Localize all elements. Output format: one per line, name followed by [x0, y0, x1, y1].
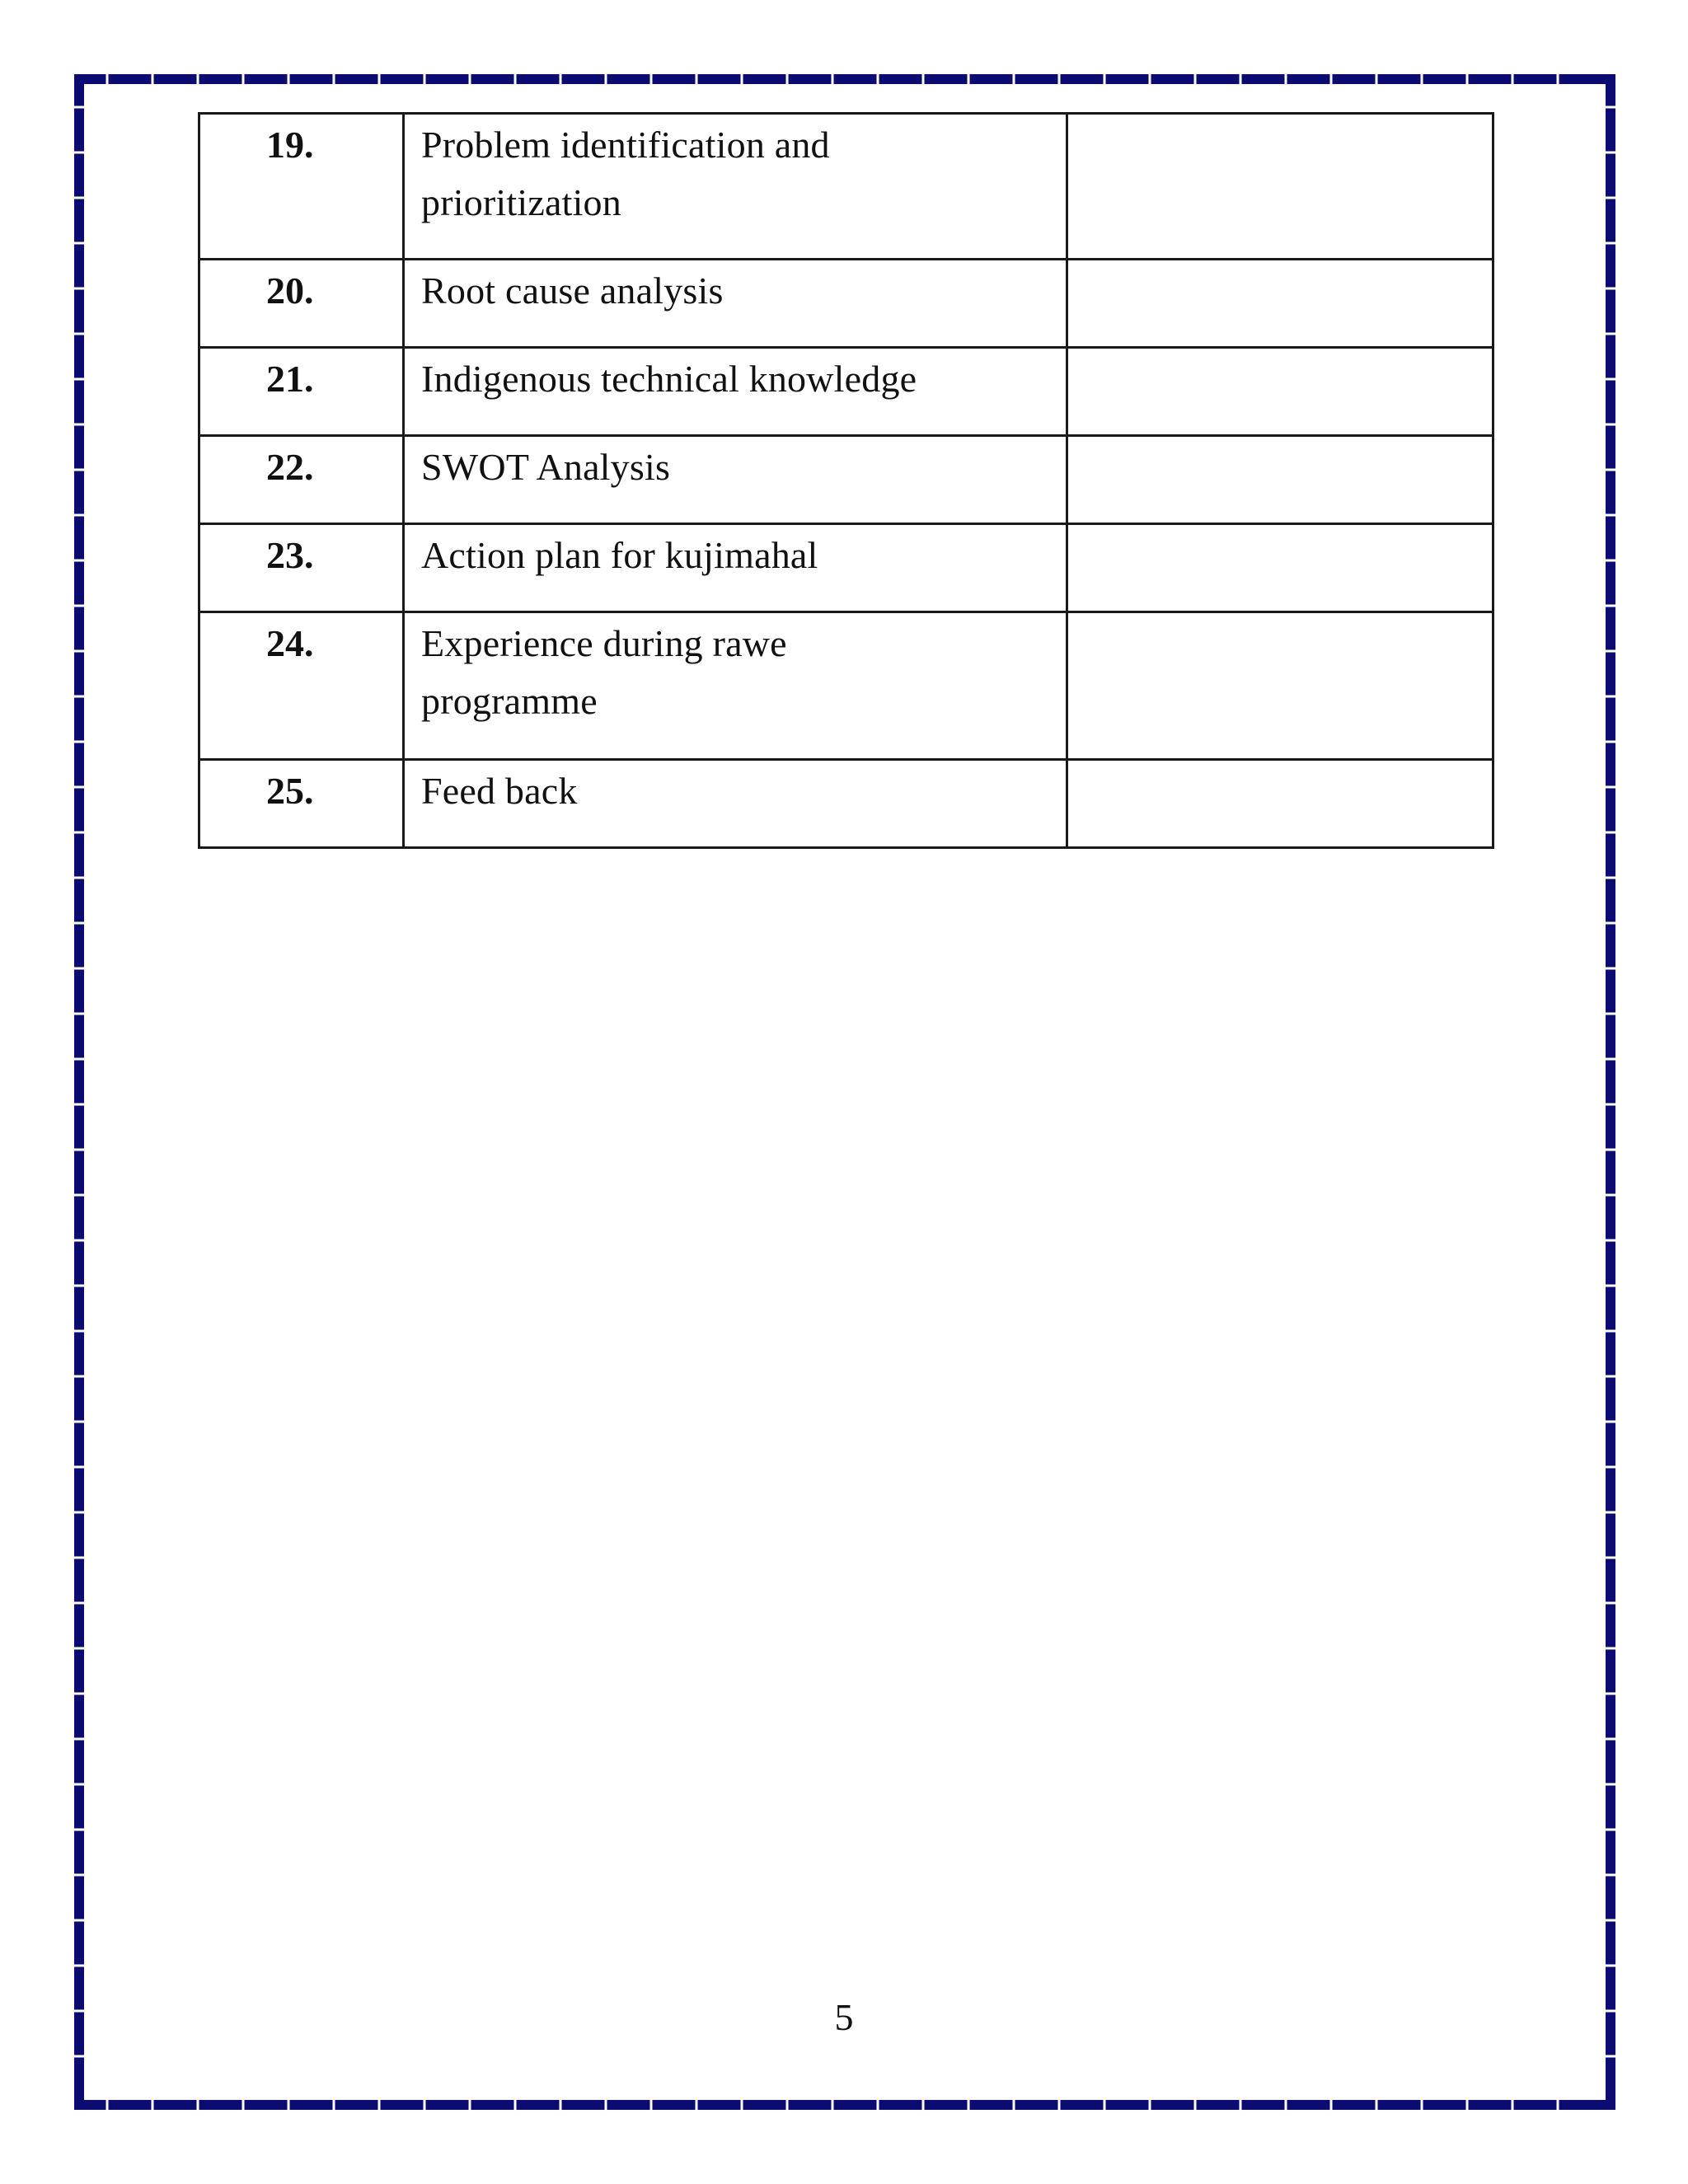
- row-title-line: Experience during rawe: [421, 622, 787, 664]
- row-number: 23.: [199, 524, 404, 612]
- table-row: [199, 114, 1493, 260]
- row-title: [404, 524, 1067, 612]
- row-title: [404, 612, 1067, 760]
- row-blank-cell: [1067, 524, 1493, 612]
- row-blank-cell: [1067, 260, 1493, 348]
- row-number: 20.: [199, 260, 404, 348]
- table-row: [199, 348, 1493, 436]
- row-title-line: Action plan for kujimahal: [421, 534, 818, 576]
- table-row: [199, 612, 1493, 760]
- row-title: [404, 436, 1067, 524]
- row-number: 22.: [199, 436, 404, 524]
- row-title-line: Feed back: [421, 770, 578, 812]
- row-blank-cell: [1067, 760, 1493, 848]
- row-blank-cell: [1067, 436, 1493, 524]
- row-number: 21.: [199, 348, 404, 436]
- row-title-line: Root cause analysis: [421, 269, 724, 312]
- row-title-line: Indigenous technical knowledge: [421, 358, 917, 400]
- row-blank-cell: [1067, 114, 1493, 260]
- row-title: [404, 348, 1067, 436]
- table-row: [199, 524, 1493, 612]
- page-number: 5: [834, 1996, 854, 2038]
- row-blank-cell: [1067, 348, 1493, 436]
- table-row: [199, 760, 1493, 848]
- row-title-line: programme: [421, 680, 598, 722]
- row-number: 24.: [199, 612, 404, 760]
- row-title-line: SWOT Analysis: [421, 446, 671, 488]
- row-title: [404, 760, 1067, 848]
- row-number: 25.: [199, 760, 404, 848]
- activity-table: [198, 112, 1494, 849]
- table-row: [199, 436, 1493, 524]
- row-number: 19.: [199, 114, 404, 260]
- row-blank-cell: [1067, 612, 1493, 760]
- row-title: [404, 114, 1067, 260]
- row-title-line: Problem identification and: [421, 124, 830, 166]
- row-title-line: prioritization: [421, 181, 621, 223]
- row-title: [404, 260, 1067, 348]
- table-row: [199, 260, 1493, 348]
